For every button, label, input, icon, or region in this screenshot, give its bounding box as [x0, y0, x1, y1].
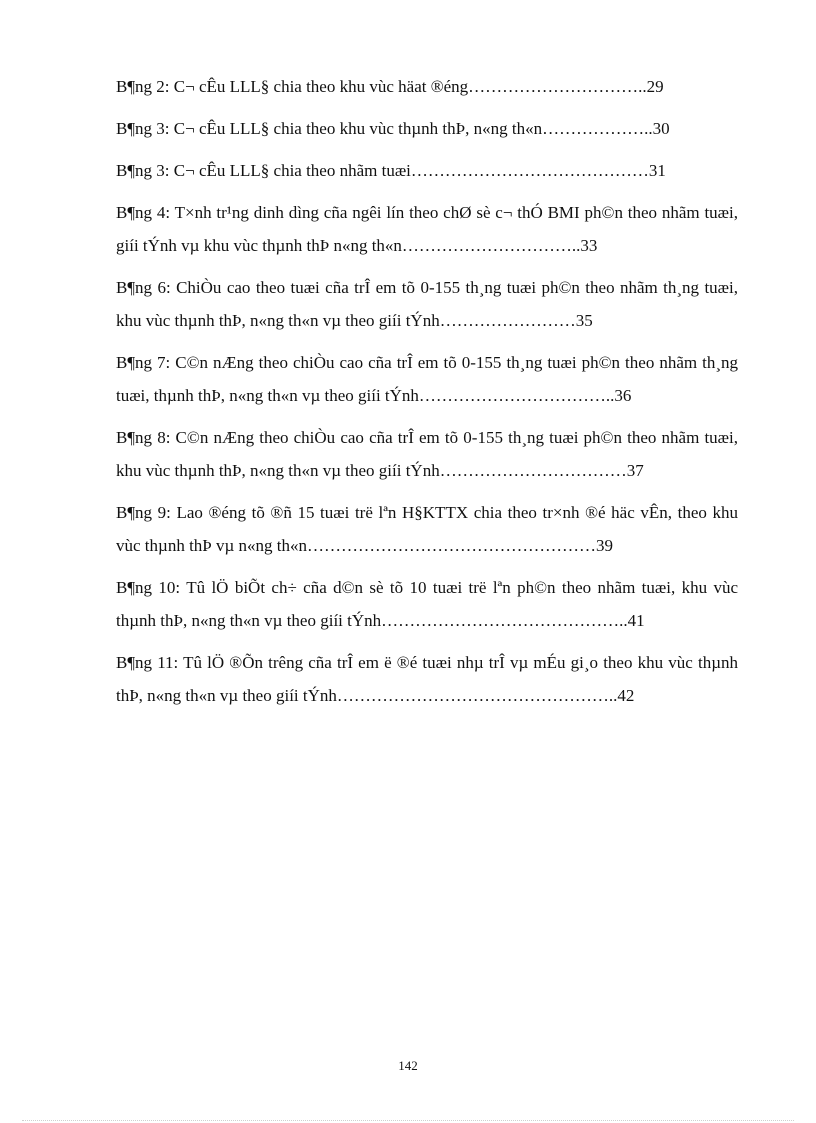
toc-entry-bang-2: B¶ng 2: C¬ cÊu LLL§ chia theo khu vùc häat ®éng…………………………..29 — [116, 77, 664, 96]
toc-entry-bang-11: B¶ng 11: Tû lÖ ®Õn trêng cña trÎ em ë ®é tuæi nhµ trÎ vµ mÉu gi¸o theo khu vùc thµnh thÞ, n«ng th«n vµ theo giíi tÝnh…………………………………………..42 — [116, 653, 738, 705]
table-of-contents-list — [116, 70, 738, 721]
toc-entry-bang-9: B¶ng 9: Lao ®éng tõ ®ñ 15 tuæi trë lªn H§KTTX chia theo tr×nh ®é häc vÊn, theo khu vùc thµnh thÞ vµ n«ng th«n……………………………………………39 — [116, 503, 738, 555]
page-number: 142 — [398, 1058, 418, 1073]
toc-entry-bang-7: B¶ng 7: C©n nÆng theo chiÒu cao cña trÎ em tõ 0-155 th¸ng tuæi ph©n theo nhãm th¸ng tuæi, thµnh thÞ, n«ng th«n vµ theo giíi tÝnh……………………………..36 — [116, 353, 738, 405]
toc-entry-bang-3-age-group: B¶ng 3: C¬ cÊu LLL§ chia theo nhãm tuæi……………………………………31 — [116, 161, 666, 180]
toc-entry-bang-8: B¶ng 8: C©n nÆng theo chiÒu cao cña trÎ em tõ 0-155 th¸ng tuæi ph©n theo nhãm tuæi, khu vùc thµnh thÞ, n«ng th«n vµ theo giíi tÝnh……………………………37 — [116, 428, 738, 480]
toc-entry-bang-3-urban-rural: B¶ng 3: C¬ cÊu LLL§ chia theo khu vùc thµnh thÞ, n«ng th«n………………..30 — [116, 119, 670, 138]
toc-entry-bang-10: B¶ng 10: Tû lÖ biÕt ch÷ cña d©n sè tõ 10 tuæi trë lªn ph©n theo nhãm tuæi, khu vùc thµnh thÞ, n«ng th«n vµ theo giíi tÝnh……………………………………..41 — [116, 578, 738, 630]
bottom-divider — [22, 1120, 794, 1121]
toc-entry-bang-6: B¶ng 6: ChiÒu cao theo tuæi cña trÎ em tõ 0-155 th¸ng tuæi ph©n theo nhãm th¸ng tuæi, khu vùc thµnh thÞ, n«ng th«n vµ theo giíi tÝnh……………………35 — [116, 278, 738, 330]
toc-entry-bang-4: B¶ng 4: T×nh tr¹ng dinh dìng cña ngêi lín theo chØ sè c¬ thÓ BMI ph©n theo nhãm tuæi, giíi tÝnh vµ khu vùc thµnh thÞ n«ng th«n…………………………..33 — [116, 203, 738, 255]
